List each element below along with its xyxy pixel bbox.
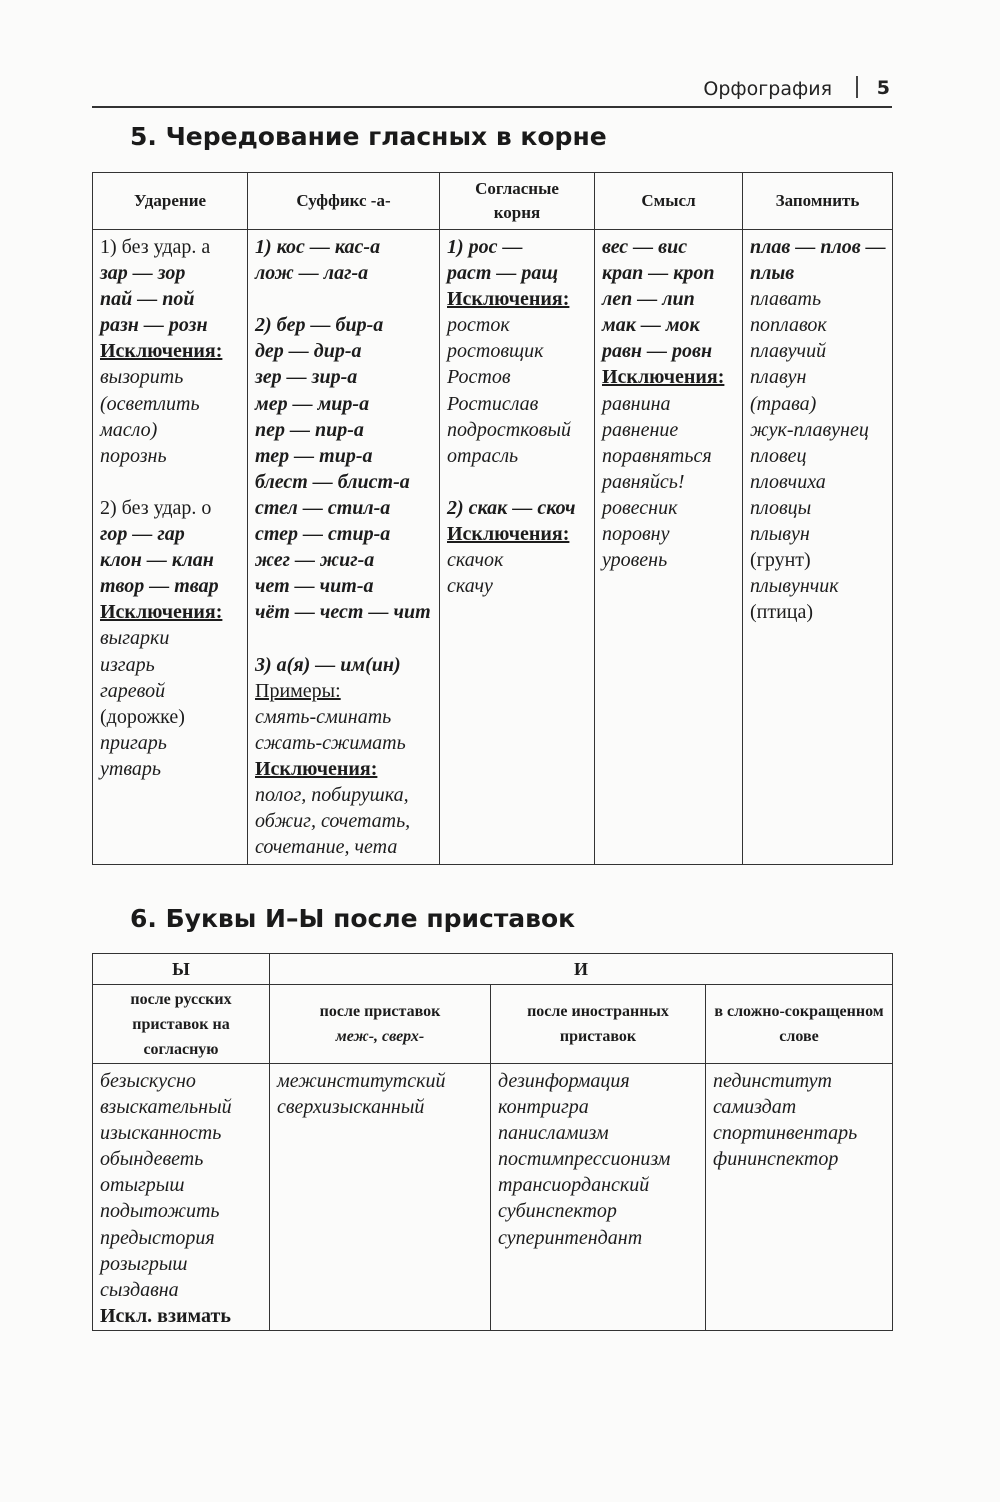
root-pair: раст — ращ <box>447 262 559 285</box>
column-header-meaning: Смысл <box>595 173 743 230</box>
consonants-column <box>440 230 595 865</box>
suffix-column <box>248 230 440 865</box>
example-word: жук-плавунец <box>750 418 869 441</box>
header-row <box>93 173 893 230</box>
running-head <box>92 70 892 108</box>
example-word: равнина <box>602 392 671 415</box>
root-pair: стел — стил-а <box>255 496 391 519</box>
meaning-column <box>595 230 743 865</box>
example-word: равнение <box>602 418 679 441</box>
compound-word-column <box>706 1064 893 1331</box>
example-word: пригарь <box>100 731 167 754</box>
examples-label: Примеры: <box>255 679 341 702</box>
example-word: ровесник <box>602 496 678 519</box>
exceptions-label: Исключения: <box>447 288 570 311</box>
vowel-alternation-table <box>92 172 893 865</box>
example-word: выгарки <box>100 627 170 650</box>
example-word: Ростислав <box>447 392 539 415</box>
example-word: (птица) <box>750 601 814 624</box>
example-word: дезинформация <box>498 1070 630 1092</box>
root-pair: твор — твар <box>100 575 219 598</box>
sub-header-foreign-prefixes: после иностранных приставок <box>491 985 706 1064</box>
example-word: поровну <box>602 523 670 546</box>
example-word: постимпрессионизм <box>498 1148 671 1171</box>
prefix-vowel-table <box>92 953 893 1331</box>
example-word: фининспектор <box>713 1148 839 1171</box>
root-pair: мак — мок <box>602 314 700 337</box>
example-word: отыгрыш <box>100 1174 185 1197</box>
example-word: взыскательный <box>100 1096 232 1119</box>
root-pair: жег — жиг-а <box>255 549 375 572</box>
spacer <box>447 469 591 495</box>
example-word: подростковый <box>447 418 571 441</box>
example-word: сверхизысканный <box>277 1096 425 1119</box>
example-word: сочетание, чета <box>255 836 398 859</box>
example-word: поплавок <box>750 314 827 337</box>
example-word: смять-сминать <box>255 705 392 728</box>
root-pair: тер — тир-а <box>255 444 373 467</box>
spacer <box>255 625 436 651</box>
example-word: равняйсь! <box>602 470 685 493</box>
sub-header-compound-word: в сложно-сокращенном слове <box>706 985 893 1064</box>
example-word: сыздавна <box>100 1278 179 1301</box>
rule-line: 1) кос — кас-а <box>255 236 381 258</box>
column-header-suffix: Суффикс -а- <box>248 173 440 230</box>
page-number: 5 <box>876 77 890 99</box>
sub-header-text: после приставок <box>319 1003 441 1020</box>
root-pair: равн — ровн <box>602 340 713 363</box>
example-word: самиздат <box>713 1096 797 1119</box>
example-word: поравняться <box>602 444 712 467</box>
running-head-title: Орфография <box>703 78 832 100</box>
column-header-consonants: Согласные корня <box>440 173 595 230</box>
example-word: плавун <box>750 366 807 389</box>
example-word: безыскусно <box>100 1070 196 1092</box>
rule-line: 2) без удар. о <box>100 496 212 519</box>
root-pair: дер — дир-а <box>255 340 362 363</box>
root-pair: лож — лаг-а <box>255 262 369 285</box>
rule-line: 3) а(я) — им(ин) <box>255 653 401 676</box>
group-header-y: Ы <box>93 954 270 985</box>
exceptions-label: Исключения: <box>602 366 725 389</box>
example-word: пловец <box>750 444 807 467</box>
example-word: субинспектор <box>498 1200 617 1223</box>
root-pair: крап — кроп <box>602 262 715 285</box>
example-word: отрасль <box>447 444 519 467</box>
spacer <box>255 286 436 312</box>
example-word: межинститутский <box>277 1070 446 1092</box>
example-word: скачу <box>447 575 493 598</box>
example-word: пловчиха <box>750 470 826 493</box>
exceptions-label: Исключения: <box>447 523 570 546</box>
example-word: утварь <box>100 757 161 780</box>
example-word: полог, побирушка, <box>255 783 409 806</box>
example-word: ростовщик <box>447 340 544 363</box>
root-pair: леп — лип <box>602 288 695 311</box>
example-word: скачок <box>447 549 504 572</box>
example-word: спортинвентарь <box>713 1122 858 1145</box>
example-word: (трава) <box>750 392 817 415</box>
example-word: плавать <box>750 288 822 311</box>
rule-line: 1) без удар. а <box>100 236 211 258</box>
rule-line: 2) бер — бир-а <box>255 314 384 337</box>
root-pair: чет — чит-а <box>255 575 374 598</box>
example-word: росток <box>447 314 510 337</box>
example-word: обындеветь <box>100 1148 204 1171</box>
content-row <box>93 1064 893 1331</box>
stress-column <box>93 230 248 865</box>
example-word: изысканность <box>100 1122 222 1145</box>
example-word: подытожить <box>100 1200 220 1223</box>
example-word: изгарь <box>100 653 155 676</box>
exception-word: Искл. взимать <box>100 1304 231 1327</box>
example-word: контригра <box>498 1096 589 1119</box>
example-word: вызорить <box>100 366 184 389</box>
russian-prefixes-column <box>93 1064 270 1331</box>
section-6-title: 6. Буквы И–Ы после приставок <box>130 904 576 933</box>
foreign-prefixes-column <box>491 1064 706 1331</box>
example-word: плавучий <box>750 340 827 363</box>
root-pair: пер — пир-а <box>255 418 364 441</box>
root-pair: клон — клан <box>100 549 214 572</box>
example-word: (осветлить <box>100 392 200 415</box>
group-header-row <box>93 954 893 985</box>
sub-header-russian-prefixes: после русских приставок на согласную <box>93 985 270 1064</box>
root-pair: плыв <box>750 262 795 285</box>
running-head-separator <box>856 76 858 98</box>
example-word: панисламизм <box>498 1122 609 1145</box>
example-word: розыгрыш <box>100 1252 188 1275</box>
exceptions-label: Исключения: <box>100 340 223 363</box>
remember-column <box>743 230 893 865</box>
example-word: пловцы <box>750 496 812 519</box>
root-pair: мер — мир-а <box>255 392 370 415</box>
root-pair: вес — вис <box>602 236 688 258</box>
exceptions-label: Исключения: <box>100 601 223 624</box>
spacer <box>100 469 244 495</box>
example-word: порознь <box>100 444 167 467</box>
example-word: предыстория <box>100 1226 215 1249</box>
example-word: плывунчик <box>750 575 839 598</box>
root-pair: стер — стир-а <box>255 523 391 546</box>
example-word: (дорожке) <box>100 705 185 728</box>
root-pair: блест — блист-а <box>255 470 410 493</box>
root-pair: пай — пой <box>100 288 195 311</box>
rule-line: 1) рос — <box>447 236 523 258</box>
example-word: гаревой <box>100 679 166 702</box>
example-word: обжиг, сочетать, <box>255 810 411 833</box>
exceptions-label: Исключения: <box>255 757 378 780</box>
content-row <box>93 230 893 865</box>
mezh-sverkh-column <box>270 1064 491 1331</box>
rule-line: 2) скак — скоч <box>447 496 576 519</box>
sub-header-prefixes: меж-, сверх- <box>335 1028 425 1045</box>
example-word: (грунт) <box>750 549 811 572</box>
example-word: пединститут <box>713 1070 833 1092</box>
example-word: плывун <box>750 523 810 546</box>
column-header-remember: Запомнить <box>743 173 893 230</box>
root-pair: чёт — чест — чит <box>255 601 431 624</box>
column-header-stress: Ударение <box>93 173 248 230</box>
sub-header-mezh-sverkh <box>270 985 491 1064</box>
example-word: Ростов <box>447 366 511 389</box>
example-word: уровень <box>602 549 668 572</box>
root-pair: плав — плов — <box>750 236 886 258</box>
sub-header-row <box>93 985 893 1064</box>
root-pair: гор — гар <box>100 523 185 546</box>
root-pair: зар — зор <box>100 262 186 285</box>
group-header-i: И <box>270 954 893 985</box>
root-pair: разн — розн <box>100 314 208 337</box>
example-word: суперинтендант <box>498 1226 643 1249</box>
example-word: трансиорданский <box>498 1174 650 1197</box>
example-word: сжать-сжимать <box>255 731 406 754</box>
root-pair: зер — зир-а <box>255 366 358 389</box>
example-word: масло) <box>100 418 158 441</box>
section-5-title: 5. Чередование гласных в корне <box>130 122 607 151</box>
